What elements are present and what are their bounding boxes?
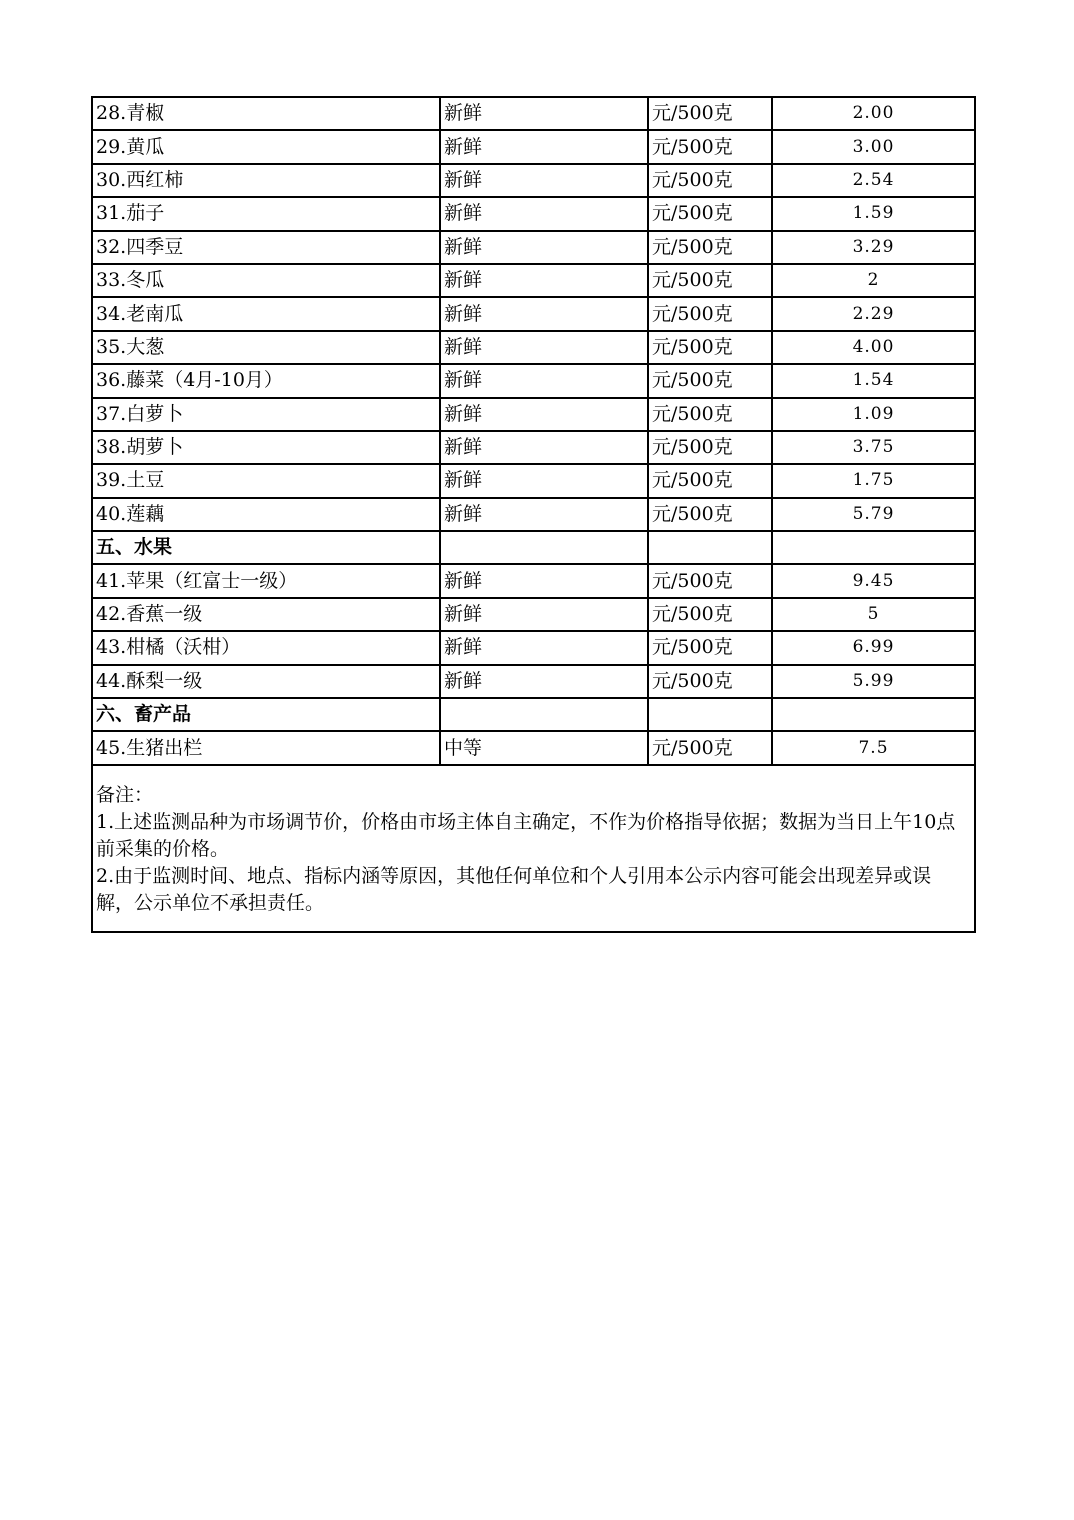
unit-cell: 元/500克: [648, 431, 772, 464]
item-name-cell: 32.四季豆: [92, 231, 440, 264]
item-name-cell: 44.酥梨一级: [92, 665, 440, 698]
grade-cell: 新鲜: [440, 130, 648, 163]
unit-cell: [648, 698, 772, 731]
price-cell: 5.99: [772, 665, 975, 698]
price-table: [91, 96, 976, 933]
price-cell: 6.99: [772, 631, 975, 664]
unit-cell: 元/500克: [648, 564, 772, 597]
grade-cell: 新鲜: [440, 431, 648, 464]
unit-cell: 元/500克: [648, 130, 772, 163]
price-cell: 2: [772, 264, 975, 297]
item-name-cell: 39.土豆: [92, 464, 440, 497]
unit-cell: 元/500克: [648, 598, 772, 631]
grade-cell: 新鲜: [440, 498, 648, 531]
grade-cell: 新鲜: [440, 631, 648, 664]
grade-cell: 新鲜: [440, 564, 648, 597]
price-cell: 3.00: [772, 130, 975, 163]
grade-cell: 新鲜: [440, 364, 648, 397]
item-name-cell: 36.藤菜（4月-10月）: [92, 364, 440, 397]
item-name-cell: 42.香蕉一级: [92, 598, 440, 631]
grade-cell: [440, 698, 648, 731]
unit-cell: 元/500克: [648, 164, 772, 197]
notes-line-1: 1.上述监测品种为市场调节价，价格由市场主体自主确定，不作为价格指导依据；数据为当日上午10点前采集的价格。: [96, 810, 956, 860]
item-name-cell: 38.胡萝卜: [92, 431, 440, 464]
unit-cell: 元/500克: [648, 364, 772, 397]
item-name-cell: 31.茄子: [92, 197, 440, 230]
section-header-row: [92, 531, 975, 564]
price-cell: 3.75: [772, 431, 975, 464]
item-name-cell: 34.老南瓜: [92, 297, 440, 330]
grade-cell: 新鲜: [440, 97, 648, 130]
table-row: [92, 631, 975, 664]
table-row: [92, 498, 975, 531]
table-row: [92, 264, 975, 297]
table-row: [92, 297, 975, 330]
notes-title: 备注：: [96, 783, 154, 806]
price-cell: 2.54: [772, 164, 975, 197]
item-name-cell: 30.西红柿: [92, 164, 440, 197]
table-row: [92, 731, 975, 764]
price-cell: [772, 531, 975, 564]
price-cell: 7.5: [772, 731, 975, 764]
price-cell: 9.45: [772, 564, 975, 597]
section-header-row: [92, 698, 975, 731]
price-cell: 1.59: [772, 197, 975, 230]
price-cell: 2.00: [772, 97, 975, 130]
unit-cell: 元/500克: [648, 331, 772, 364]
price-cell: [772, 698, 975, 731]
table-row: [92, 197, 975, 230]
price-cell: 2.29: [772, 297, 975, 330]
price-cell: 4.00: [772, 331, 975, 364]
table-row: [92, 164, 975, 197]
table-row: [92, 130, 975, 163]
price-cell: 3.29: [772, 231, 975, 264]
grade-cell: 新鲜: [440, 164, 648, 197]
price-cell: 1.09: [772, 398, 975, 431]
item-name-cell: 45.生猪出栏: [92, 731, 440, 764]
grade-cell: 新鲜: [440, 297, 648, 330]
unit-cell: 元/500克: [648, 631, 772, 664]
table-row: [92, 431, 975, 464]
unit-cell: 元/500克: [648, 264, 772, 297]
item-name-cell: 41.苹果（红富士一级）: [92, 564, 440, 597]
notes-row: [92, 765, 975, 932]
unit-cell: 元/500克: [648, 498, 772, 531]
item-name-cell: 37.白萝卜: [92, 398, 440, 431]
section-title: 五、水果: [92, 531, 440, 564]
grade-cell: 中等: [440, 731, 648, 764]
section-title: 六、畜产品: [92, 698, 440, 731]
notes-cell: [92, 765, 975, 932]
price-cell: 5: [772, 598, 975, 631]
grade-cell: 新鲜: [440, 464, 648, 497]
notes-line-2: 2.由于监测时间、地点、指标内涵等原因，其他任何单位和个人引用本公示内容可能会出现差异或误解，公示单位不承担责任。: [96, 864, 932, 914]
unit-cell: 元/500克: [648, 97, 772, 130]
price-table-body: [92, 97, 975, 765]
unit-cell: 元/500克: [648, 731, 772, 764]
grade-cell: [440, 531, 648, 564]
table-row: [92, 464, 975, 497]
grade-cell: 新鲜: [440, 665, 648, 698]
grade-cell: 新鲜: [440, 197, 648, 230]
unit-cell: 元/500克: [648, 464, 772, 497]
unit-cell: [648, 531, 772, 564]
unit-cell: 元/500克: [648, 297, 772, 330]
table-row: [92, 231, 975, 264]
table-row: [92, 97, 975, 130]
item-name-cell: 43.柑橘（沃柑）: [92, 631, 440, 664]
grade-cell: 新鲜: [440, 264, 648, 297]
grade-cell: 新鲜: [440, 598, 648, 631]
table-row: [92, 564, 975, 597]
item-name-cell: 35.大葱: [92, 331, 440, 364]
grade-cell: 新鲜: [440, 231, 648, 264]
item-name-cell: 40.莲藕: [92, 498, 440, 531]
unit-cell: 元/500克: [648, 398, 772, 431]
table-row: [92, 598, 975, 631]
item-name-cell: 33.冬瓜: [92, 264, 440, 297]
unit-cell: 元/500克: [648, 231, 772, 264]
table-row: [92, 364, 975, 397]
unit-cell: 元/500克: [648, 665, 772, 698]
price-cell: 1.75: [772, 464, 975, 497]
table-row: [92, 398, 975, 431]
grade-cell: 新鲜: [440, 398, 648, 431]
item-name-cell: 29.黄瓜: [92, 130, 440, 163]
price-cell: 1.54: [772, 364, 975, 397]
item-name-cell: 28.青椒: [92, 97, 440, 130]
grade-cell: 新鲜: [440, 331, 648, 364]
price-cell: 5.79: [772, 498, 975, 531]
table-row: [92, 665, 975, 698]
unit-cell: 元/500克: [648, 197, 772, 230]
table-row: [92, 331, 975, 364]
